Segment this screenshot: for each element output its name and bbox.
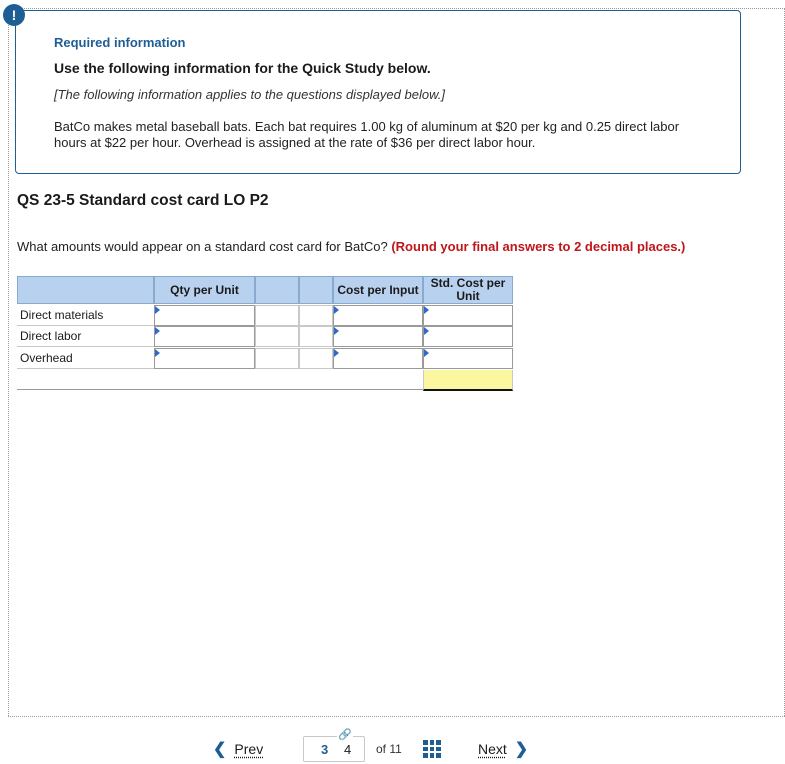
next-label: Next — [478, 741, 507, 757]
direct-labor-qty-input[interactable] — [154, 326, 255, 347]
direct-labor-std-cost-input[interactable] — [423, 326, 513, 347]
standard-cost-card-table — [17, 276, 513, 396]
header-cost-per-input: Cost per Input — [333, 276, 423, 304]
direct-materials-cost-input[interactable] — [333, 305, 423, 326]
overhead-std-cost-input[interactable] — [423, 348, 513, 369]
info-body: BatCo makes metal baseball bats. Each bat requires 1.00 kg of aluminum at $20 per kg and 0.25 direct labor hours at $22 per hour. Overhead is assigned at the rate of $36 per direct labor hour. — [54, 119, 680, 150]
total-underline — [17, 389, 423, 390]
prev-button[interactable] — [213, 736, 263, 762]
page-current[interactable]: 3 — [321, 742, 329, 757]
rounding-instruction: (Round your final answers to 2 decimal places.) — [391, 239, 686, 254]
prev-label: Prev — [234, 741, 264, 757]
table-cell — [255, 326, 299, 347]
table-cell — [255, 305, 299, 326]
table-cell — [299, 326, 333, 347]
footer-divider — [8, 716, 785, 717]
page-next[interactable]: 4 — [344, 742, 352, 757]
link-icon: 🔗 — [338, 729, 352, 741]
page-selector — [303, 729, 365, 762]
direct-labor-cost-input[interactable] — [333, 326, 423, 347]
overhead-qty-input[interactable] — [154, 348, 255, 369]
table-cell — [299, 305, 333, 326]
header-std-cost-per-unit: Std. Cost per Unit — [423, 276, 513, 304]
exclamation-icon: ! — [3, 4, 25, 26]
row-label-direct-materials: Direct materials — [17, 305, 154, 326]
info-heading: Required information — [54, 35, 186, 50]
table-cell — [299, 348, 333, 369]
required-info-panel — [15, 10, 741, 174]
question-prompt: What amounts would appear on a standard cost card for BatCo? — [17, 239, 388, 254]
next-button[interactable] — [478, 736, 528, 762]
info-subheading: Use the following information for the Quick Study below. — [54, 60, 431, 76]
info-note: [The following information applies to the questions displayed below.] — [54, 87, 445, 102]
direct-materials-std-cost-input[interactable] — [423, 305, 513, 326]
header-spacer-1 — [255, 276, 299, 304]
header-qty-per-unit: Qty per Unit — [154, 276, 255, 304]
direct-materials-qty-input[interactable] — [154, 305, 255, 326]
overhead-cost-input[interactable] — [333, 348, 423, 369]
header-blank — [17, 276, 154, 304]
question-title: QS 23-5 Standard cost card LO P2 — [17, 192, 269, 209]
grid-icon[interactable] — [423, 740, 441, 758]
header-spacer-2 — [299, 276, 333, 304]
table-cell — [255, 348, 299, 369]
page-count: of 11 — [376, 742, 402, 756]
row-label-direct-labor: Direct labor — [17, 326, 154, 347]
chevron-right-icon: ❯ — [514, 741, 529, 758]
total-std-cost-input[interactable] — [423, 370, 513, 391]
chevron-left-icon: ❮ — [213, 741, 227, 758]
question-text — [17, 239, 685, 254]
row-label-overhead: Overhead — [17, 348, 154, 369]
